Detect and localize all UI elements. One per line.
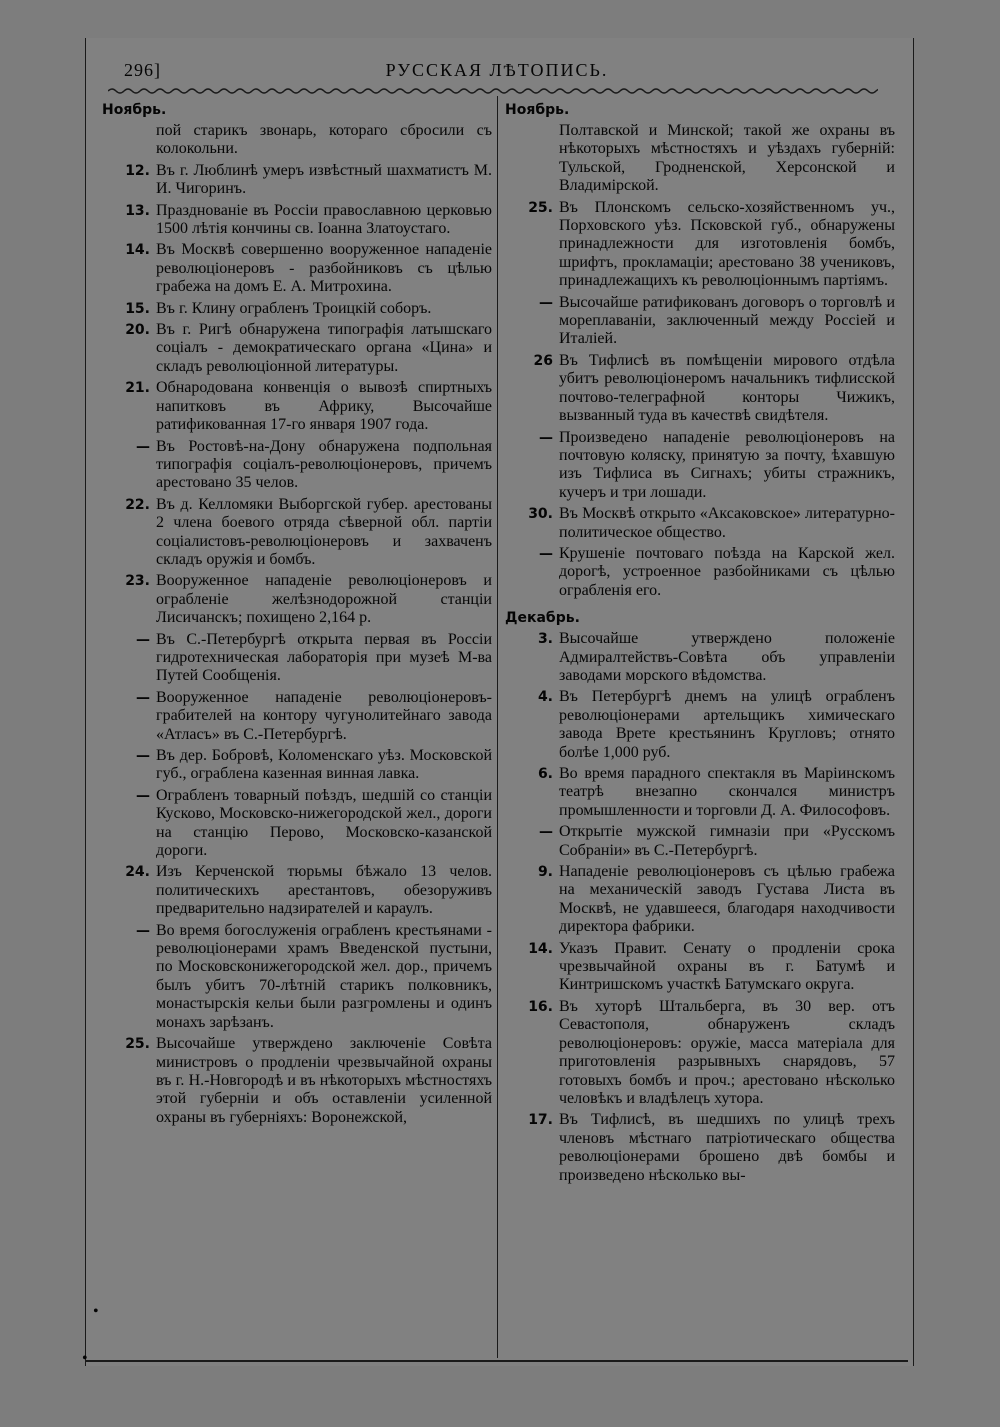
- entry-list: [503, 630, 895, 1185]
- chronicle-entry: [100, 1035, 492, 1127]
- chronicle-entry: [503, 765, 895, 820]
- page-number: 296]: [124, 60, 161, 80]
- entry-text: Высочайше утверждено заключеніе Совѣта министровъ о продленіи чрезвычайной охраны въ г. Н.-Новгородѣ и въ нѣкоторыхъ мѣстностяхъ этой губерніи и объ оставленіи усиленной охраны въ губерніяхъ: Воронежской,: [156, 1035, 492, 1126]
- entry-date: 30.: [528, 506, 553, 523]
- continuation-text: Полтавской и Минской; такой же охраны въ нѣкоторыхъ мѣстностяхъ и уѣздахъ губерній: Тульской, Гродненской, Херсонской и Владимірской.: [559, 122, 895, 195]
- chronicle-entry: [100, 922, 492, 1032]
- entry-text: Указъ Правит. Сенату о продленіи срока чрезвычайной охраны въ г. Батумѣ и Кинтришскомъ участкѣ Батумскаго округа.: [559, 939, 895, 994]
- entry-text: Въ Ростовѣ-на-Дону обнаружена подпольная типографія соціалъ-революціонеровъ, причемъ арестовано 35 челов.: [156, 437, 492, 492]
- entry-text: Празднованіе въ Россіи православною церковью 1500 лѣтія кончины св. Іоанна Златоустаго.: [156, 201, 492, 238]
- chronicle-entry: [503, 352, 895, 426]
- entry-date: 14.: [528, 940, 553, 957]
- entry-text: Во время парадного спектакля въ Маріинскомъ театрѣ внезапно скончался министръ промышленности и торговли Д. А. Философовъ.: [559, 765, 895, 819]
- bottom-rule: [86, 1360, 908, 1362]
- entry-date: 17.: [528, 1112, 553, 1129]
- entry-date: —: [539, 824, 553, 841]
- entry-date: 14.: [125, 242, 150, 259]
- continuation-text: пой старикъ звонарь, котораго сбросили съ колокольни.: [156, 122, 492, 158]
- entry-text: Въ г. Клину ограбленъ Троицкій соборъ.: [156, 299, 432, 317]
- right-column: [503, 100, 895, 1188]
- entry-date: 15.: [125, 300, 150, 317]
- chronicle-entry: [100, 863, 492, 918]
- chronicle-entry: [100, 572, 492, 627]
- entry-date: —: [136, 689, 150, 706]
- chronicle-entry: [100, 747, 492, 784]
- chronicle-entry: [503, 940, 895, 995]
- entry-text: Въ хуторѣ Штальберга, въ 30 вер. отъ Севастополя, обнаруженъ складъ революціонеровъ: оружіе, масса матеріала для приготовленія разрывныхъ снарядовъ, 57 готовыхъ бомбъ и проч.; арестовано нѣсколько человѣкъ и владѣлецъ хутора.: [559, 997, 895, 1107]
- chronicle-entry: [100, 300, 492, 318]
- chronicle-entry: [100, 689, 492, 744]
- entry-date: 6.: [537, 766, 553, 782]
- entry-text: Открытіе мужской гимназіи при «Русскомъ Собраніи» въ С.-Петербургѣ.: [559, 823, 895, 859]
- entry-date: 25.: [528, 199, 553, 216]
- chronicle-entry: [503, 1111, 895, 1185]
- entry-text: Во время богослуженія ограбленъ крестьянами - революціонерами храмъ Введенской пустыни, по Московсконижегородской жел. дор., причемъ былъ убитъ 70-лѣтній старикъ полковникъ, монастырскія кельи были разгромлены и одинъ монахъ зарѣзанъ.: [156, 921, 492, 1031]
- entry-text: Въ Петербургѣ днемъ на улицѣ ограбленъ революціонерами артельщикъ химическаго завода Врете крестьянинъ Кругловъ; отнято болѣе 1,000 руб.: [559, 688, 895, 761]
- entry-date: —: [136, 787, 150, 804]
- entry-date: —: [136, 438, 150, 455]
- chronicle-entry: [503, 630, 895, 685]
- entry-text: Произведено нападеніе революціонеровъ на почтовую коляску, принятую за почту, ѣхавшую изъ Тифлиса въ Сигнахъ; убиты стражникъ, кучеръ и три лошади.: [559, 428, 895, 501]
- chronicle-entry: [503, 863, 895, 937]
- entry-date: —: [136, 748, 150, 764]
- chronicle-entry: [100, 496, 492, 570]
- entry-text: Высочайше утверждено положеніе Адмиралтействъ-Совѣта объ управленіи заводами морского вѣдомства.: [559, 630, 895, 684]
- entry-text: Въ С.-Петербургѣ открыта первая въ Россіи гидротехническая лабораторія при музеѣ М-ва Путей Сообщенія.: [156, 630, 492, 685]
- entry-text: Въ Тифлисѣ, въ шедшихъ по улицѣ трехъ членовъ мѣстнаго патріотическаго общества революціонерами брошено двѣ бомбы и произведено нѣсколько вы-: [559, 1111, 895, 1184]
- entry-list: [100, 162, 492, 1127]
- chronicle-entry: [503, 823, 895, 860]
- entry-text: Въ Москвѣ совершенно вооруженное нападеніе революціонеровъ - разбойниковъ съ цѣлью грабежа на домъ Е. А. Митрохина.: [156, 241, 492, 296]
- chronicle-entry: [503, 429, 895, 503]
- chronicle-entry: [503, 294, 895, 349]
- month-heading: Декабрь.: [505, 610, 580, 627]
- entry-date: —: [136, 922, 150, 939]
- entry-date: 25.: [125, 1036, 150, 1053]
- entry-date: 22.: [125, 496, 150, 513]
- entry-list: [503, 199, 895, 601]
- corner-mark: •: [82, 1350, 88, 1367]
- entry-date: 4.: [537, 689, 553, 706]
- entry-date: 3.: [537, 631, 553, 648]
- chronicle-entry: [100, 379, 492, 434]
- month-heading: Ноябрь.: [102, 102, 167, 118]
- running-header: [122, 60, 872, 88]
- entry-date: 26: [533, 352, 553, 369]
- entry-text: Въ дер. Бобровѣ, Коломенскаго уѣз. Московской губ., ограблена казенная винная лавка.: [156, 747, 492, 783]
- entry-text: Въ д. Келломяки Выборгской губер. арестованы 2 члена боевого отряда сѣверной обл. партіи соціалистовъ-революціонеровъ и захваченъ складъ оружія и бомбъ.: [156, 495, 492, 568]
- chronicle-entry: [100, 321, 492, 376]
- column-rule: [497, 96, 498, 1358]
- entry-text: Вооруженное нападеніе революціонеровъ и ограбленіе желѣзнодорожной станціи Лисичанскъ; похищено 2,164 р.: [156, 572, 492, 627]
- chronicle-entry: [100, 787, 492, 861]
- entry-date: 21.: [125, 380, 150, 397]
- entry-text: Нападеніе революціонеровъ съ цѣлью грабежа на механическій заводъ Густава Листа въ Москвѣ, не удавшееся, благодаря находчивости директора фабрики.: [559, 863, 895, 936]
- chronicle-entry: [503, 505, 895, 542]
- left-column: [100, 100, 492, 1130]
- entry-date: —: [539, 429, 553, 446]
- entry-text: Въ г. Люблинѣ умеръ извѣстный шахматистъ М. И. Чигоринъ.: [156, 161, 492, 198]
- entry-text: Крушеніе почтоваго поѣзда на Карской жел. дорогѣ, устроенное разбойниками съ цѣлью ограбленія его.: [559, 544, 895, 599]
- chronicle-entry: [503, 688, 895, 762]
- entry-date: 9.: [537, 864, 553, 881]
- chronicle-entry: [503, 545, 895, 600]
- chronicle-entry: [503, 199, 895, 291]
- chronicle-entry: [100, 438, 492, 493]
- entry-date: 24.: [125, 864, 150, 881]
- entry-date: 20.: [125, 322, 150, 339]
- wavy-header-rule: [108, 86, 878, 96]
- entry-text: Въ Москвѣ открыто «Аксаковское» литературно-политическое общество.: [559, 505, 895, 541]
- entry-text: Высочайше ратификованъ договоръ о торговлѣ и мореплаваніи, заключенный между Россіей и Италіей.: [559, 293, 895, 348]
- entry-text: Ограбленъ товарный поѣздъ, шедшій со станціи Кусково, Московско-нижегородской жел., дороги на станцію Перово, Московско-казанской дороги.: [156, 786, 492, 860]
- margin-mark: •: [93, 1303, 99, 1320]
- entry-date: 12.: [125, 162, 150, 179]
- entry-date: —: [136, 631, 150, 648]
- chronicle-entry: [100, 162, 492, 199]
- entry-date: 13.: [125, 202, 150, 219]
- chronicle-entry: [100, 241, 492, 296]
- entry-text: Обнародована конвенція о вывозѣ спиртныхъ напитковъ въ Африку, Высочайше ратификованная 17-го января 1907 года.: [156, 379, 492, 434]
- entry-date: 16.: [528, 998, 553, 1015]
- chronicle-entry: [503, 998, 895, 1108]
- entry-text: Въ Тифлисѣ въ помѣщеніи мирового отдѣла убитъ революціонеромъ начальникъ тифлисской почтово-телеграфной конторы Чижикъ, вызванный туда въ качествѣ свидѣтеля.: [559, 351, 895, 425]
- month-heading: Ноябрь.: [505, 102, 570, 118]
- entry-text: Въ г. Ригѣ обнаружена типографія латышскаго соціалъ - демократическаго органа «Цина» и складъ революціонной литературы.: [156, 321, 492, 375]
- entry-text: Вооруженное нападеніе революціонеровъ-грабителей на контору чугунолитейнаго завода «Атласъ» въ С.-Петербургѣ.: [156, 688, 492, 743]
- entry-date: 23.: [125, 573, 150, 590]
- entry-date: —: [539, 294, 553, 311]
- entry-text: Въ Плонскомъ сельско-хозяйственномъ уч., Порховского уѣз. Псковской губ., обнаружены принадлежности для изготовленія бомбъ, шрифтъ, прокламаціи; арестовано 38 учениковъ, принадлежащихъ къ революціоннымъ партіямъ.: [559, 198, 895, 290]
- running-title: РУССКАЯ ЛѢТОПИСЬ.: [385, 60, 609, 80]
- chronicle-entry: [100, 631, 492, 686]
- entry-text: Изъ Керченской тюрьмы бѣжало 13 челов. политическихъ арестантовъ, обезоруживъ предварительно надзирателей и караулъ.: [156, 863, 492, 918]
- entry-date: —: [539, 545, 553, 562]
- chronicle-entry: [100, 202, 492, 239]
